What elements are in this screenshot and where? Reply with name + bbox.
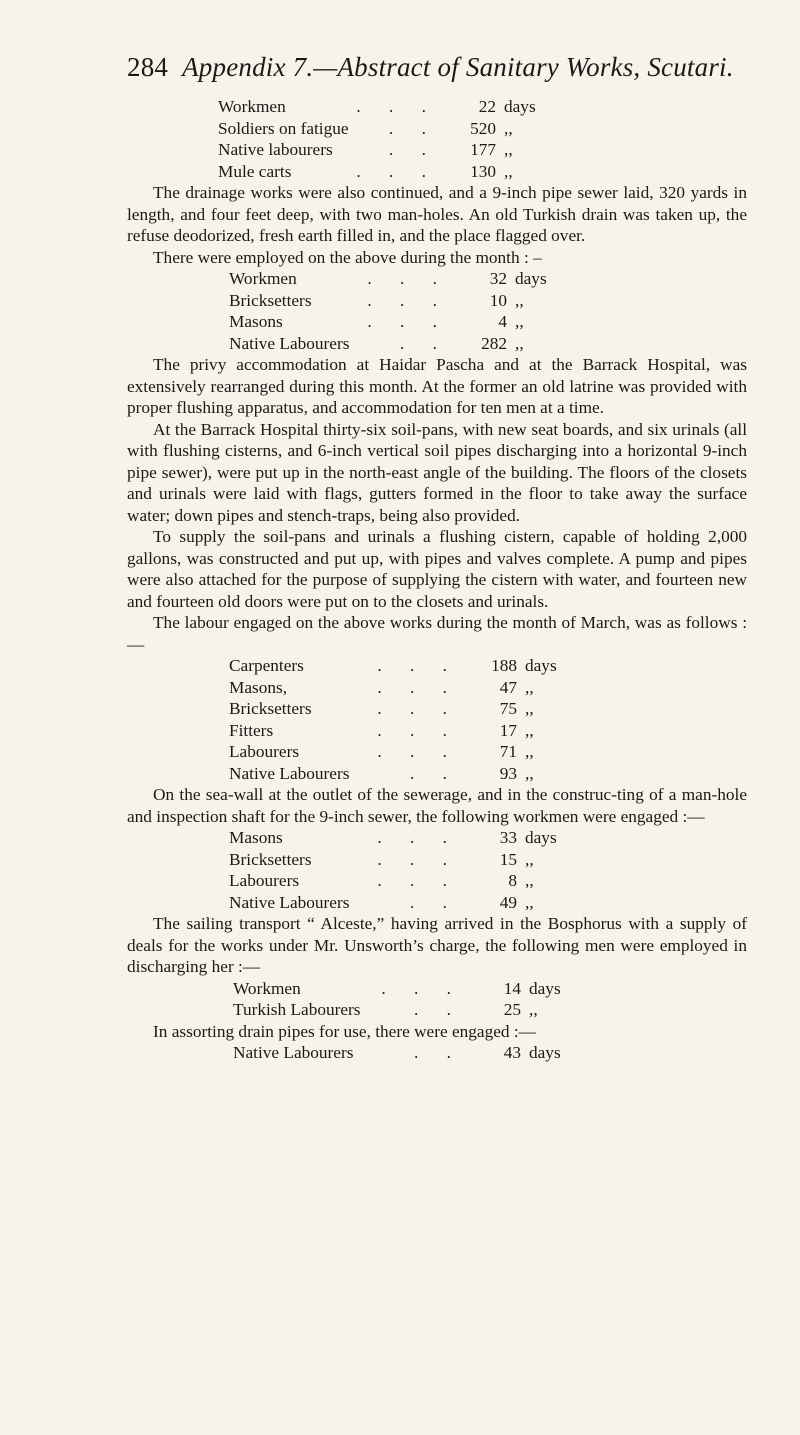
row-unit: ,, [525, 699, 534, 718]
row-unit: ,, [504, 140, 513, 159]
row-label: Native Labourers [229, 892, 350, 912]
row-value: 10 [489, 290, 507, 310]
row-unit: ,, [504, 161, 513, 181]
row-value: 4 [498, 312, 507, 331]
row-label: Soldiers on fatigue [218, 118, 349, 138]
leader-dots: . . [400, 333, 449, 353]
row-value: 75 [499, 699, 517, 718]
row-unit: days [529, 1043, 561, 1062]
leader-dots: . . . [377, 677, 459, 697]
table-row [229, 268, 747, 290]
leader-dots: . . . [356, 97, 438, 116]
paragraph: In assorting drain pipes for use, there were engaged :— [153, 1021, 536, 1041]
row-label: Workmen [218, 97, 286, 116]
row-value: 32 [489, 269, 507, 288]
row-unit: ,, [525, 849, 534, 869]
row-value: 14 [503, 978, 521, 998]
row-unit: ,, [525, 763, 534, 783]
row-value: 15 [499, 849, 517, 869]
table-row [229, 655, 747, 677]
running-header [127, 52, 747, 83]
row-label: Mule carts [218, 161, 292, 181]
paragraph: The drainage works were also continued, and a 9-inch pipe sewer laid, 320 yards in length, and four feet deep, with two man-holes. An old Turkish drain was taken up, the refuse deodorized, fresh earth filled in, and the place flagged over. [127, 183, 747, 245]
labour-table-1 [218, 96, 747, 182]
row-unit: ,, [525, 677, 534, 697]
labour-table-6 [233, 1042, 747, 1064]
row-label: Masons [229, 312, 283, 331]
row-value: 188 [491, 656, 517, 675]
leader-dots: . . . [367, 269, 449, 288]
leader-dots: . . . [367, 290, 449, 310]
table-row [218, 139, 747, 161]
leader-dots: . . . [356, 161, 438, 181]
table-row [229, 827, 747, 849]
row-value: 47 [499, 677, 517, 697]
row-label: Bricksetters [229, 290, 312, 310]
leader-dots: . . . [377, 699, 459, 718]
row-label: Carpenters [229, 656, 304, 675]
row-unit: days [525, 656, 557, 675]
row-label: Workmen [229, 269, 297, 288]
row-unit: ,, [525, 720, 534, 740]
table-row [229, 677, 747, 699]
labour-table-4 [229, 827, 747, 913]
table-row [233, 978, 747, 1000]
leader-dots: . . . [377, 720, 459, 740]
table-row [229, 870, 747, 892]
row-value: 25 [503, 1000, 521, 1019]
row-unit: ,, [515, 290, 524, 310]
paragraph: The labour engaged on the above works during the month of March, was as follows :— [127, 613, 747, 654]
paragraph: The privy accommodation at Haidar Pascha and at the Barrack Hospital, was extensively rearranged during this month. At the former an old latrine was provided with proper flushing apparatus, and accommodation for ten men at a time. [127, 355, 747, 417]
leader-dots: . . . [377, 656, 459, 675]
row-label: Fitters [229, 720, 274, 740]
row-value: 93 [499, 763, 517, 783]
table-row [229, 741, 747, 763]
leader-dots: . . [410, 763, 459, 783]
leader-dots: . . [389, 118, 438, 138]
row-unit: ,, [525, 892, 534, 912]
row-label: Turkish Labourers [233, 1000, 361, 1019]
row-label: Native Labourers [233, 1043, 354, 1062]
row-unit: days [504, 97, 536, 116]
row-value: 282 [481, 333, 507, 353]
leader-dots: . . . [377, 871, 459, 890]
row-value: 33 [499, 828, 517, 847]
page-body [127, 96, 747, 1064]
running-title: Appendix 7.—Abstract of Sanitary Works, Scutari. [182, 52, 734, 82]
paragraph: At the Barrack Hospital thirty-six soil-pans, with new seat boards, and six urinals (all with flushing cisterns, and 6-inch vertical soil pipes discharging into a horizontal 9-inch pipe sewer), were put up in the north-east angle of the building. The floors of the closets and urinals were laid with flags, gutters formed in the floor to take away the surface water; down pipes and stench-traps, being also provided. [127, 419, 747, 525]
table-row [229, 720, 747, 742]
row-unit: ,, [525, 871, 534, 890]
labour-table-5 [233, 978, 747, 1021]
table-row [229, 698, 747, 720]
page-number: 284 [127, 52, 169, 82]
row-value: 130 [470, 161, 496, 181]
row-value: 17 [499, 720, 517, 740]
row-value: 71 [499, 742, 517, 761]
leader-dots: . . . [381, 978, 463, 998]
row-value: 22 [478, 97, 496, 116]
leader-dots: . . . [377, 828, 459, 847]
row-unit: ,, [525, 742, 534, 761]
row-value: 177 [470, 140, 496, 159]
row-label: Labourers [229, 871, 300, 890]
row-label: Labourers [229, 742, 300, 761]
row-label: Bricksetters [229, 849, 312, 869]
leader-dots: . . . [367, 312, 449, 331]
row-unit: ,, [515, 312, 524, 331]
row-label: Native Labourers [229, 763, 350, 783]
leader-dots: . . [389, 140, 438, 159]
row-value: 520 [470, 118, 496, 138]
table-row [229, 849, 747, 871]
row-label: Native labourers [218, 140, 333, 159]
table-row [218, 96, 747, 118]
row-unit: days [525, 828, 557, 847]
table-row [229, 290, 747, 312]
paragraph: There were employed on the above during the month : – [153, 247, 542, 267]
row-label: Masons, [229, 677, 288, 697]
table-row [218, 118, 747, 140]
row-label: Native Labourers [229, 333, 350, 353]
row-label: Workmen [233, 978, 301, 998]
row-label: Masons [229, 828, 283, 847]
table-row [218, 161, 747, 183]
leader-dots: . . [414, 1043, 463, 1062]
paragraph: To supply the soil-pans and urinals a flushing cistern, capable of holding 2,000 gallons, was constructed and put up, with pipes and valves complete. A pump and pipes were also attached for the purpose of supplying the cistern with water, and fourteen new and fourteen old doors were put on to the closets and urinals. [127, 527, 747, 611]
row-unit: ,, [515, 333, 524, 353]
table-row [229, 892, 747, 914]
labour-table-3 [229, 655, 747, 784]
row-unit: ,, [504, 118, 513, 138]
table-row [229, 333, 747, 355]
row-unit: ,, [529, 1000, 538, 1019]
row-label: Bricksetters [229, 699, 312, 718]
row-value: 43 [503, 1043, 521, 1062]
paragraph: The sailing transport “ Alceste,” having arrived in the Bosphorus with a supply of deals for the works under Mr. Unsworth’s charge, the following men were employed in discharging her :— [127, 914, 747, 976]
table-row [229, 763, 747, 785]
table-row [233, 999, 747, 1021]
table-row [233, 1042, 747, 1064]
row-unit: days [515, 269, 547, 288]
table-row [229, 311, 747, 333]
labour-table-2 [229, 268, 747, 354]
row-unit: days [529, 978, 561, 998]
paragraph: On the sea-wall at the outlet of the sewerage, and in the construc-ting of a man-hole and inspection shaft for the 9-inch sewer, the following workmen were engaged :— [127, 785, 747, 826]
leader-dots: . . . [377, 742, 459, 761]
leader-dots: . . [414, 1000, 463, 1019]
row-value: 49 [499, 892, 517, 912]
leader-dots: . . [410, 892, 459, 912]
leader-dots: . . . [377, 849, 459, 869]
row-value: 8 [508, 871, 517, 890]
